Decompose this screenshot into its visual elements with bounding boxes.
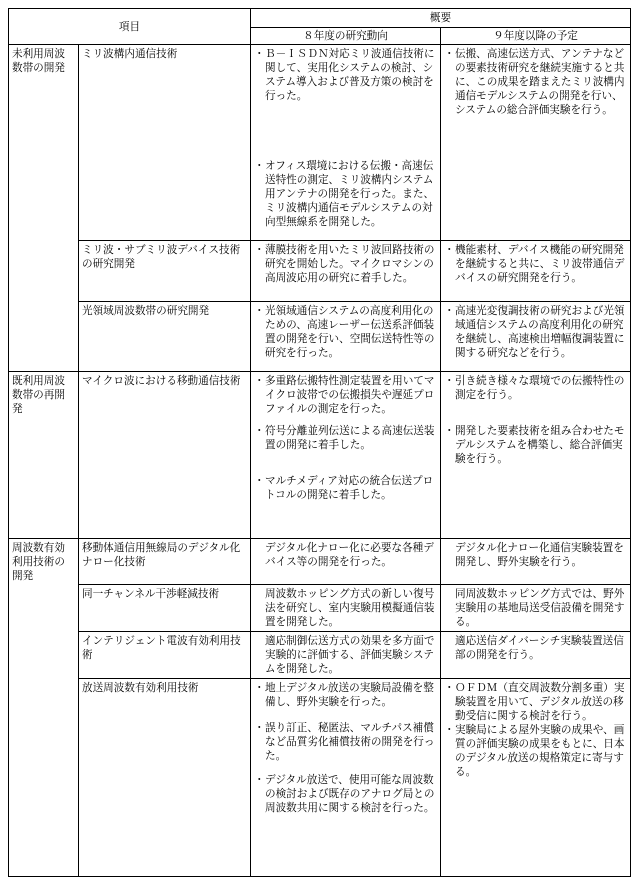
bullet-text: ・ デジタル放送で、使用可能な周波数の検討および既存のアナログ局との周波数共用に関する検討を行った。 — [254, 773, 437, 815]
bullet-text: ・ ＯＦＤＭ（直交周波数分割多重）実験装置を用いて、デジタル放送の移動受信に関する検討を行う。 — [444, 681, 627, 723]
cell-text: 適応制御伝送方式の効果を多方面で実験的に評価する、評価実験システムを開発した。 — [265, 635, 435, 675]
table-row — [9, 679, 631, 877]
h9-cell — [441, 372, 631, 539]
h9-cell — [441, 241, 631, 302]
document-page — [8, 8, 631, 877]
item-cell: インテリジェント電波有効利用技術 — [79, 632, 251, 679]
h8-cell — [251, 585, 441, 632]
bullet-text: ・ 機能素材、デバイス機能の研究開発を継続すると共に、ミリ波帯通信デバイスの研究開発を行う。 — [444, 243, 627, 285]
item-cell: ミリ波・サブミリ波デバイス技術の研究開発 — [79, 241, 251, 302]
h8-cell — [251, 45, 441, 241]
item-cell: マイクロ波における移動通信技術 — [79, 372, 251, 539]
bullet-text: ・ 符号分離並列伝送による高速伝送装置の開発に着手した。 — [254, 424, 437, 452]
h9-cell — [441, 679, 631, 877]
h9-cell — [441, 585, 631, 632]
header-row — [9, 9, 631, 28]
header-h9: ９年度以降の予定 — [441, 28, 631, 45]
header-overview: 概要 — [251, 9, 631, 28]
header-item: 項目 — [9, 9, 251, 45]
bullet-text: ・ 引き続き様々な環境での伝搬特性の測定を行う。 — [444, 374, 627, 402]
cell-text: デジタル化ナロー化に必要な各種デバイス等の開発を行った。 — [265, 542, 434, 568]
table-row — [9, 372, 631, 539]
h9-cell — [441, 45, 631, 241]
h8-cell — [251, 539, 441, 585]
cell-text: 周波数ホッピング方式の新しい復号法を研究し、室内実験用模擬通信装置を開発した。 — [265, 588, 435, 628]
cell-text: 同周波数ホッピング方式では、野外実験用の基地局送受信設備を開発する。 — [455, 588, 625, 628]
table-row — [9, 45, 631, 241]
h9-cell — [441, 302, 631, 372]
bullet-text: ・ オフィス環境における伝搬・高速伝送特性の測定、ミリ波構内システム用アンテナの開発を行った。また、ミリ波構内通信モデルシステムの対向型無線系を開発した。 — [254, 159, 437, 229]
h8-cell — [251, 632, 441, 679]
item-cell: 同一チャンネル干渉軽減技術 — [79, 585, 251, 632]
bullet-text: ・ 多重路伝搬特性測定装置を用いてマイクロ波帯での伝搬損失や遅延プロファイルの測定を行った。 — [254, 374, 437, 416]
bullet-text: ・ Ｂ－ＩＳＤＮ対応ミリ波通信技術に関して、実用化システムの検討、システム導入および普及方策の検討を行った。 — [254, 47, 437, 103]
table-row — [9, 302, 631, 372]
h8-cell — [251, 372, 441, 539]
bullet-text: ・ 地上デジタル放送の実験局設備を整備し、野外実験を行った。 — [254, 681, 437, 709]
table-row — [9, 241, 631, 302]
h9-cell — [441, 539, 631, 585]
h8-cell — [251, 241, 441, 302]
bullet-text: ・ 薄膜技術を用いたミリ波回路技術の研究を開始した。マイクロマシンの高周波応用の研究に着手した。 — [254, 243, 437, 285]
research-table — [8, 8, 631, 877]
table-row — [9, 632, 631, 679]
table-row — [9, 585, 631, 632]
h8-cell — [251, 679, 441, 877]
h9-cell — [441, 632, 631, 679]
category-cell: 既利用周波数帯の再開発 — [9, 372, 79, 539]
h8-cell — [251, 302, 441, 372]
item-cell: 光領域周波数帯の研究開発 — [79, 302, 251, 372]
item-cell: ミリ波構内通信技術 — [79, 45, 251, 241]
bullet-text: ・ 高速光変復調技術の研究および光領域通信システムの高度利用化の研究を継続し、高速検出増幅復調装置に関する研究などを行う。 — [444, 304, 627, 360]
category-cell: 未利用周波数帯の開発 — [9, 45, 79, 372]
item-cell: 放送周波数有効利用技術 — [79, 679, 251, 877]
bullet-text: ・ マルチメディア対応の統合伝送プロトコルの開発に着手した。 — [254, 474, 437, 502]
header-h8: ８年度の研究動向 — [251, 28, 441, 45]
bullet-text: ・ 光領域通信システムの高度利用化のための、高速レーザー伝送系評価装置の開発を行い、空間伝送特性等の研究を行った。 — [254, 304, 437, 360]
bullet-text: ・ 開発した要素技術を組み合わせたモデルシステムを構築し、総合評価実験を行う。 — [444, 424, 627, 466]
item-cell: 移動体通信用無線局のデジタル化ナロー化技術 — [79, 539, 251, 585]
bullet-text: ・ 実験局による屋外実験の成果や、画質の評価実験の成果をもとに、日本のデジタル放送の規格策定に寄与する。 — [444, 723, 627, 779]
bullet-text: ・ 伝搬、高速伝送方式、アンテナなどの要素技術研究を継続実施すると共に、この成果を踏まえたミリ波構内通信モデルシステムの開発を行い、システムの総合評価実験を行う。 — [444, 47, 627, 117]
table-row — [9, 539, 631, 585]
category-cell: 周波数有効利用技術の開発 — [9, 539, 79, 877]
cell-text: デジタル化ナロー化通信実験装置を開発し、野外実験を行う。 — [455, 542, 624, 568]
bullet-text: ・ 誤り訂正、秘匿法、マルチパス補償など品質劣化補償技術の開発を行った。 — [254, 721, 437, 763]
cell-text: 適応送信ダイバーシチ実験装置送信部の開発を行う。 — [455, 635, 624, 661]
